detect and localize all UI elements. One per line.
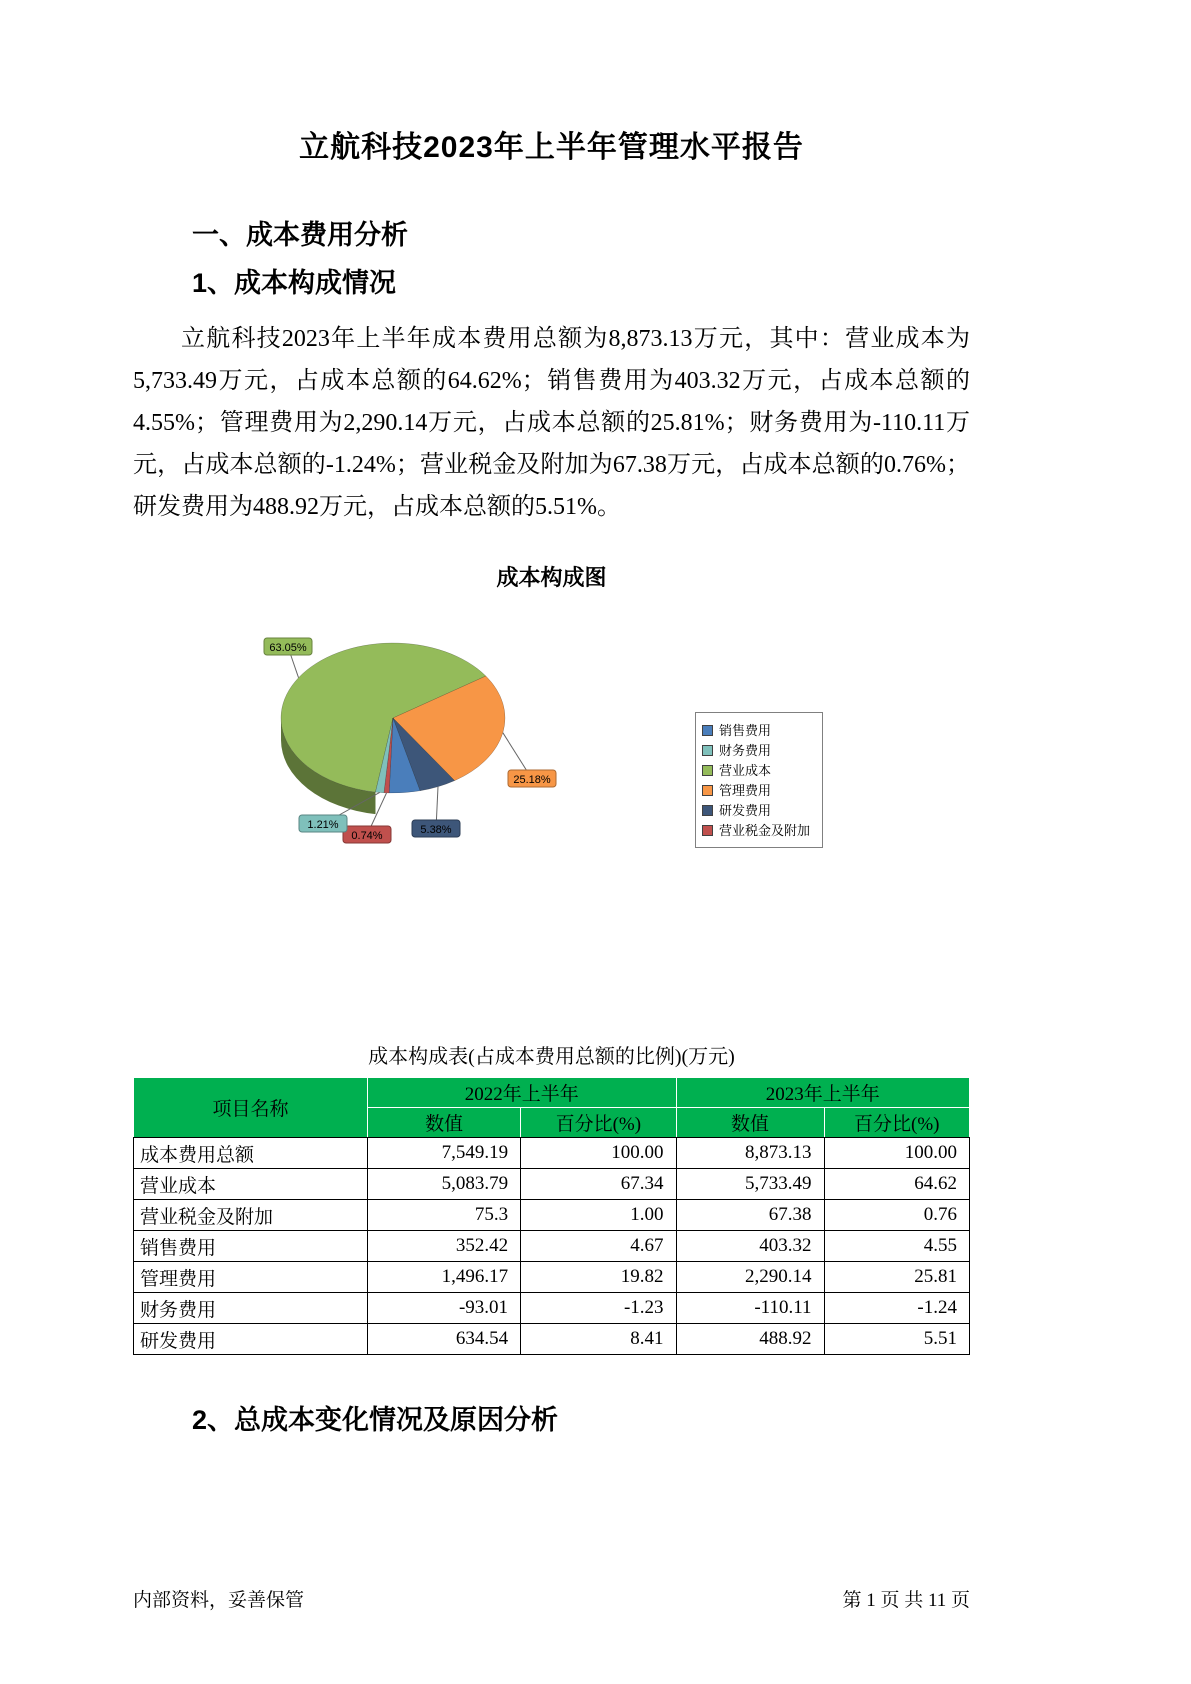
legend-swatch [702,785,713,796]
table-row [134,1169,970,1200]
page-footer [133,1585,970,1612]
table-cell-item-name: 成本费用总额 [134,1138,368,1169]
section-heading-cost-analysis: 一、成本费用分析 [192,220,408,250]
table-cell-value: 7,549.19 [368,1138,521,1169]
table-row [134,1293,970,1324]
table-row [134,1324,970,1355]
table-row [134,1231,970,1262]
table-cell-value: 634.54 [368,1324,521,1355]
table-cell-item-name: 销售费用 [134,1231,368,1262]
document-title: 立航科技2023年上半年管理水平报告 [299,131,804,164]
legend-label: 营业税金及附加 [719,822,811,838]
legend-item [702,820,816,840]
subsection-heading-total-cost-change: 2、总成本变化情况及原因分析 [192,1405,559,1435]
legend-label: 管理费用 [719,782,772,798]
footer-page-number: 第 1 页 共 11 页 [842,1590,970,1611]
table-cell-value: -1.24 [824,1293,969,1324]
table-cell-value: 67.34 [521,1169,676,1200]
page-content [0,126,1191,1439]
footer-confidential: 内部资料，妥善保管 [133,1590,305,1611]
legend-swatch [702,805,713,816]
callout-label: 0.74% [351,830,383,842]
table-cell-value: 2,290.14 [676,1262,824,1293]
chart-title: 成本构成图 [496,565,607,590]
table-cell-value: 5,083.79 [368,1169,521,1200]
table-cell-value: 403.32 [676,1231,824,1262]
table-cell-value: -93.01 [368,1293,521,1324]
legend-item [702,760,816,780]
callout-label: 5.38% [420,824,452,836]
table-cell-value: 100.00 [521,1138,676,1169]
legend-swatch [702,825,713,836]
table-cell-value: 0.76 [824,1200,969,1231]
chart-legend [695,712,823,848]
col-header-value-2022: 数值 [368,1108,521,1138]
table-cell-value: 8,873.13 [676,1138,824,1169]
col-header-percent-2023: 百分比(%) [824,1108,969,1138]
legend-swatch [702,745,713,756]
col-header-2022: 2022年上半年 [368,1078,676,1108]
table-cell-item-name: 营业税金及附加 [134,1200,368,1231]
table-row [134,1200,970,1231]
cost-pie-chart [133,600,970,855]
legend-label: 财务费用 [719,742,772,758]
table-cell-item-name: 研发费用 [134,1324,368,1355]
col-header-item-name: 项目名称 [134,1078,368,1138]
cost-composition-paragraph: 立航科技2023年上半年成本费用总额为8,873.13万元，其中：营业成本为5,733.49万元，占成本总额的64.62%；销售费用为403.32万元，占成本总额的4.55%；管理费用为2,290.14万元，占成本总额的25.81%；财务费用为-110.11万元，占成本总额的-1.24%；营业税金及附加为67.38万元，占成本总额的0.76%；研发费用为488.92万元，占成本总额的5.51%。 [133,326,970,520]
table-cell-item-name: 营业成本 [134,1169,368,1200]
legend-label: 销售费用 [719,722,772,738]
table-cell-value: 67.38 [676,1200,824,1231]
cost-table [133,1077,970,1355]
legend-item [702,780,816,800]
table-cell-value: 75.3 [368,1200,521,1231]
cost-table-body [134,1138,970,1355]
table-cell-item-name: 财务费用 [134,1293,368,1324]
col-header-value-2023: 数值 [676,1108,824,1138]
legend-item [702,720,816,740]
table-cell-item-name: 管理费用 [134,1262,368,1293]
table-cell-value: 4.67 [521,1231,676,1262]
table-cell-value: 488.92 [676,1324,824,1355]
table-cell-value: 1,496.17 [368,1262,521,1293]
legend-item [702,800,816,820]
legend-label: 研发费用 [719,802,772,818]
table-title: 成本构成表(占成本费用总额的比例)(万元) [368,1046,735,1068]
table-cell-value: 64.62 [824,1169,969,1200]
table-header-row-groups [134,1078,970,1108]
table-cell-value: -110.11 [676,1293,824,1324]
col-header-percent-2022: 百分比(%) [521,1108,676,1138]
table-cell-value: 8.41 [521,1324,676,1355]
table-cell-value: 352.42 [368,1231,521,1262]
table-cell-value: -1.23 [521,1293,676,1324]
legend-label: 营业成本 [719,762,772,778]
table-row [134,1138,970,1169]
table-cell-value: 5.51 [824,1324,969,1355]
legend-item [702,740,816,760]
table-cell-value: 5,733.49 [676,1169,824,1200]
table-row [134,1262,970,1293]
table-cell-value: 19.82 [521,1262,676,1293]
callout-label: 63.05% [269,642,307,654]
table-cell-value: 4.55 [824,1231,969,1262]
callout-label: 1.21% [307,819,339,831]
table-cell-value: 1.00 [521,1200,676,1231]
table-cell-value: 100.00 [824,1138,969,1169]
callout-label: 25.18% [513,774,551,786]
legend-swatch [702,765,713,776]
subsection-heading-cost-composition: 1、成本构成情况 [192,268,397,298]
legend-swatch [702,725,713,736]
table-cell-value: 25.81 [824,1262,969,1293]
col-header-2023: 2023年上半年 [676,1078,969,1108]
